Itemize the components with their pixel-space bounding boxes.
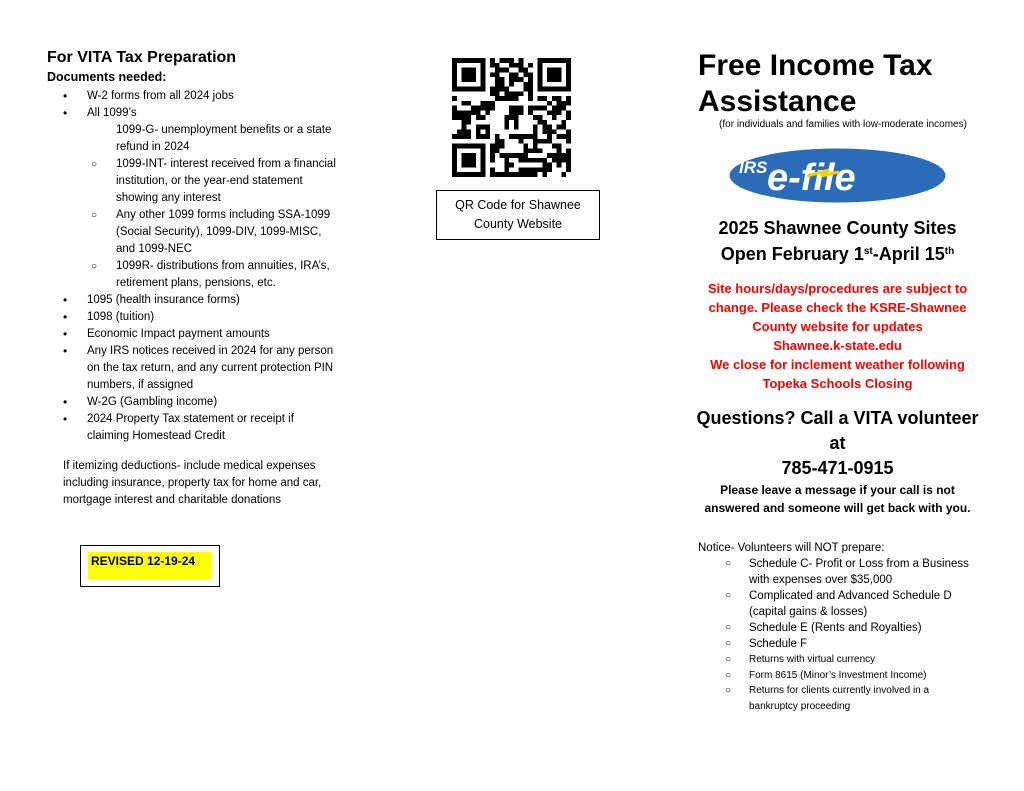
list-item: • Any IRS notices received in 2024 for any person on the tax return, and any current protection PIN numbers, if assigned — [47, 343, 337, 394]
list-item: • 1095 (health insurance forms) — [47, 292, 337, 309]
list-item: 1099-G- unemployment benefits or a state refund in 2024 — [116, 124, 332, 153]
website-link[interactable]: Shawnee.k-state.edu — [773, 338, 902, 353]
list-item: • W-2G (Gambling income) — [47, 394, 337, 411]
list-item: • 1098 (tuition) — [47, 309, 337, 326]
volunteer-notice-label: Notice- Volunteers will NOT prepare: — [698, 542, 885, 554]
qr-caption: QR Code for Shawnee County Website — [436, 190, 600, 240]
page-title: Free Income Tax Assistance — [698, 49, 933, 118]
irs-efile-logo — [729, 148, 946, 203]
list-item: ○ Schedule C- Profit or Loss from a Business with expenses over $35,000 — [698, 556, 978, 588]
questions-text: Questions? Call a VITA volunteer at — [696, 408, 979, 453]
list-item: ○ Returns with virtual currency — [698, 652, 978, 668]
volunteer-notice — [698, 540, 978, 714]
itemizing-note: If itemizing deductions- include medical expenses including insurance, property tax for home and car, mortgage interest and charitable donations — [63, 460, 322, 506]
list-item: ○ Schedule F — [698, 636, 978, 652]
weather-notice: We close for inclement weather following Topeka Schools Closing — [710, 357, 965, 391]
phone-number[interactable]: 785-471-0915 — [781, 458, 894, 478]
list-item: • All 1099’s — [47, 105, 337, 122]
qr-code[interactable] — [452, 58, 571, 177]
list-item: ○ Complicated and Advanced Schedule D (capital gains & losses) — [698, 588, 978, 620]
sites-heading — [695, 217, 980, 266]
sites-line2: Open February 1st-April 15th — [720, 244, 955, 264]
efile-text: e-file — [767, 157, 856, 199]
vita-heading: For VITA Tax Preparation — [47, 49, 237, 66]
questions-block — [695, 406, 980, 481]
list-item: ○ 1099R- distributions from annuities, IRA’s, retirement plans, pensions, etc. — [47, 258, 337, 292]
not-prepared-list — [698, 556, 978, 714]
documents-list — [47, 88, 337, 445]
list-item: • 2024 Property Tax statement or receipt if claiming Homestead Credit — [47, 411, 337, 445]
list-item: • W-2 forms from all 2024 jobs — [47, 88, 337, 105]
list-item: ○ Any other 1099 forms including SSA-1099 (Social Security), 1099-DIV, 1099-MISC, and 1099-NEC — [47, 207, 337, 258]
vita-documents-panel — [47, 48, 337, 509]
list-item: ○ Schedule E (Rents and Royalties) — [698, 620, 978, 636]
list-item: ○ Form 8615 (Minor’s Investment Income) — [698, 668, 978, 684]
irs-text: IRS — [739, 158, 768, 177]
revised-label: REVISED 12-19-24 — [88, 552, 211, 579]
list-item: ○ Returns for clients currently involved in a bankruptcy proceeding — [698, 683, 978, 714]
list-item: • Economic Impact payment amounts — [47, 326, 337, 343]
leave-message: Please leave a message if your call is not answered and someone will get back with you. — [704, 483, 971, 515]
site-notice-text: Site hours/days/procedures are subject to change. Please check the KSRE-Shawnee County website for updates — [707, 281, 968, 334]
revised-box — [80, 545, 220, 587]
subtitle: (for individuals and families with low-moderate incomes) — [719, 119, 967, 130]
sites-line1: 2025 Shawnee County Sites — [718, 218, 957, 238]
site-notice — [695, 279, 980, 393]
list-item: ○ 1099-INT- interest received from a financial institution, or the year-end statement showing any interest — [47, 156, 337, 207]
documents-needed-label: Documents needed: — [47, 70, 167, 84]
